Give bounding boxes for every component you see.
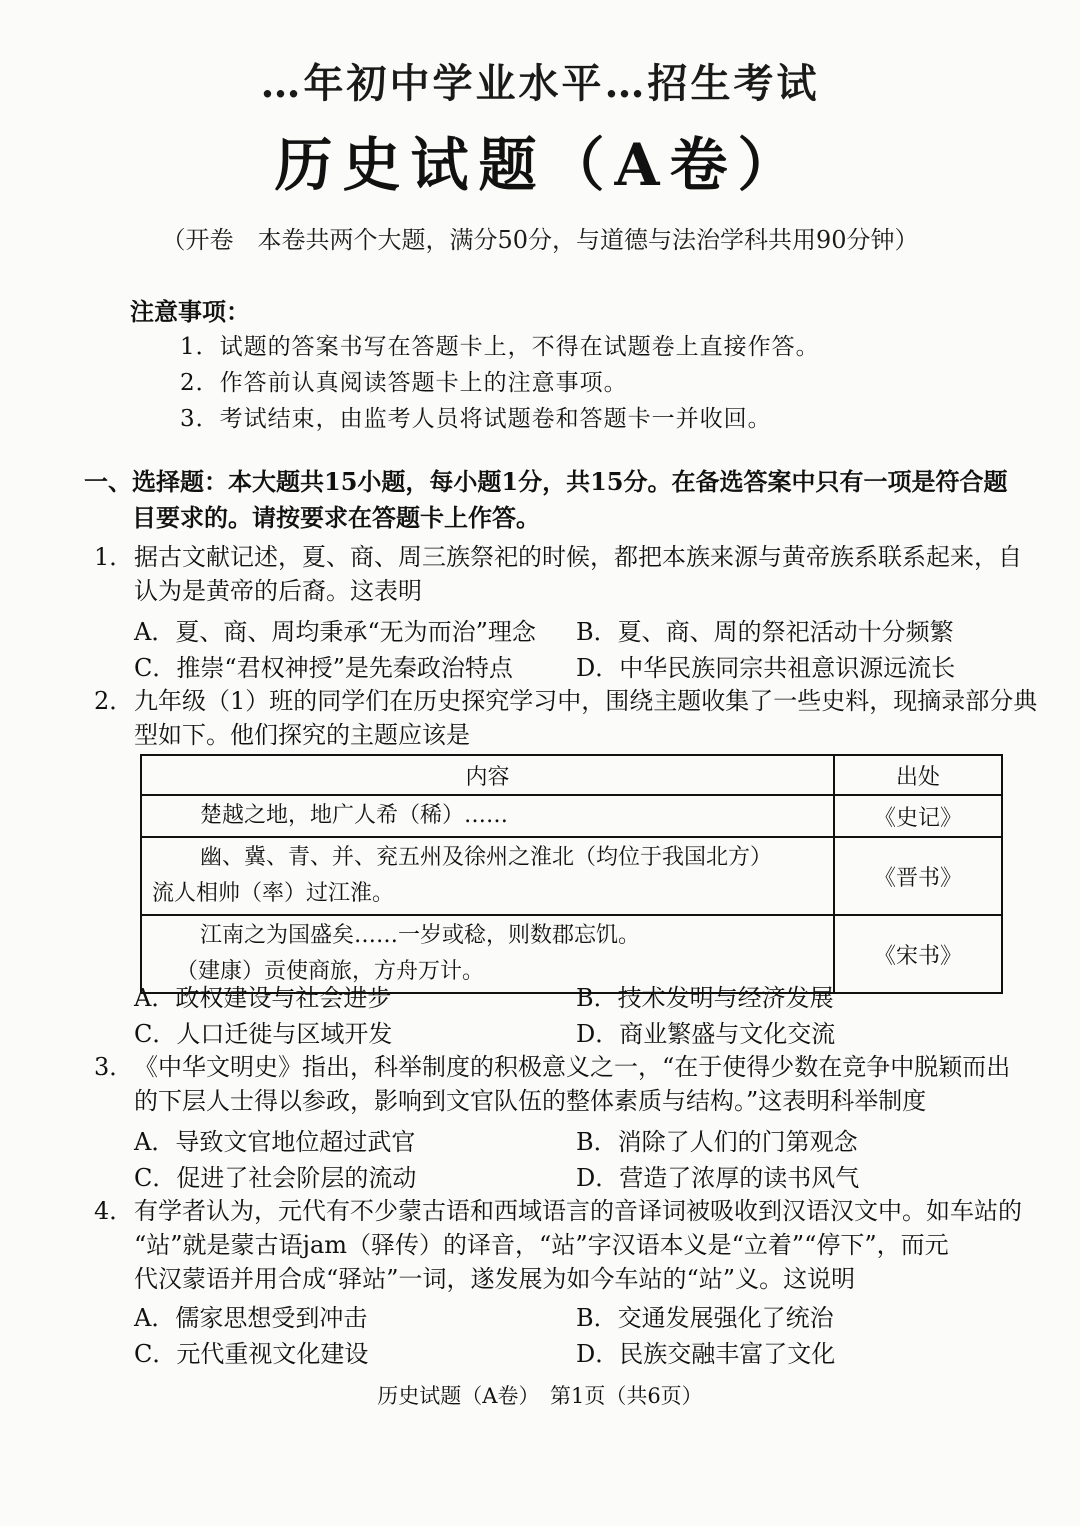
cell-text: 江南之为国盛矣……一岁或稔，则数郡忘饥。 bbox=[200, 923, 641, 948]
note-item: 2．作答前认真阅读答题卡上的注意事项。 bbox=[180, 370, 628, 396]
note-item: 1．试题的答案书写在答题卡上，不得在试题卷上直接作答。 bbox=[180, 334, 820, 360]
note-item: 3．考试结束，由监考人员将试题卷和答题卡一并收回。 bbox=[180, 406, 772, 432]
question-number: 1． bbox=[94, 543, 134, 571]
table-cell-content bbox=[141, 795, 834, 837]
question-text: “站”就是蒙古语jam（驿传）的译音，“站”字汉语本义是“立着”“停下”，而元 bbox=[134, 1231, 949, 1259]
question-number: 2． bbox=[94, 687, 134, 715]
page-footer: 历史试题（A卷） 第1页（共6页） bbox=[377, 1384, 703, 1408]
table-cell-source: 《史记》 bbox=[834, 795, 1002, 837]
option-b: B．夏、商、周的祭祀活动十分频繁 bbox=[576, 618, 954, 646]
option-d: D．商业繁盛与文化交流 bbox=[576, 1020, 836, 1048]
exam-header-title: …年初中学业水平…招生考试 bbox=[260, 60, 820, 107]
question-text: 代汉蒙语并用合成“驿站”一词，遂发展为如今车站的“站”义。这说明 bbox=[134, 1265, 856, 1293]
option-d: D．民族交融丰富了文化 bbox=[576, 1340, 836, 1368]
option-d: D．中华民族同宗共祖意识源远流长 bbox=[576, 654, 956, 682]
option-b: B．消除了人们的门第观念 bbox=[576, 1128, 858, 1156]
option-d: D．营造了浓厚的读书风气 bbox=[576, 1164, 860, 1192]
question-1-stem bbox=[94, 540, 1080, 608]
exam-subtitle: （开卷 本卷共两个大题，满分50分，与道德与法治学科共用90分钟） bbox=[161, 226, 919, 254]
cell-text: 幽、冀、青、并、兖五州及徐州之淮北（均位于我国北方） bbox=[200, 845, 773, 870]
cell-text: 楚越之地，地广人希（稀）…… bbox=[200, 803, 509, 828]
option-a: A．导致文官地位超过武官 bbox=[134, 1128, 416, 1156]
cell-text: （建康）贡使商旅，方舟万计。 bbox=[176, 959, 485, 984]
question-2-stem bbox=[94, 684, 1080, 752]
question-number: 3． bbox=[94, 1053, 134, 1081]
option-c: C．人口迁徙与区域开发 bbox=[134, 1020, 393, 1048]
option-b: B．交通发展强化了统治 bbox=[576, 1304, 834, 1332]
cell-text: 流人相帅（率）过江淮。 bbox=[152, 881, 395, 906]
section-heading bbox=[84, 464, 1056, 536]
option-a: A．儒家思想受到冲击 bbox=[134, 1304, 368, 1332]
option-a: A．夏、商、周均秉承“无为而治”理念 bbox=[134, 618, 536, 646]
question-text: 据古文献记述，夏、商、周三族祭祀的时候，都把本族来源与黄帝族系联系起来，自 bbox=[134, 543, 1022, 571]
option-c: C．促进了社会阶层的流动 bbox=[134, 1164, 417, 1192]
notes-heading: 注意事项： bbox=[130, 297, 250, 326]
question-text: 型如下。他们探究的主题应该是 bbox=[134, 721, 470, 749]
option-b: B．技术发明与经济发展 bbox=[576, 984, 834, 1012]
question-text: 有学者认为，元代有不少蒙古语和西域语言的音译词被吸收到汉语汉文中。如车站的 bbox=[134, 1197, 1022, 1225]
question-text: 九年级（1）班的同学们在历史探究学习中，围绕主题收集了一些史料，现摘录部分典 bbox=[134, 687, 1038, 715]
question-text: 认为是黄帝的后裔。这表明 bbox=[134, 577, 422, 605]
table-cell-content bbox=[141, 837, 834, 915]
question-3-stem bbox=[94, 1050, 1080, 1118]
option-c: C．元代重视文化建设 bbox=[134, 1340, 369, 1368]
page-title: 历史试题（A卷） bbox=[274, 131, 806, 199]
section-heading-line1: 一、选择题：本大题共15小题，每小题1分，共15分。在备选答案中只有一项是符合题 bbox=[84, 467, 1008, 496]
option-c: C．推崇“君权神授”是先秦政治特点 bbox=[134, 654, 513, 682]
column-header: 内容 bbox=[141, 755, 834, 795]
column-header: 出处 bbox=[834, 755, 1002, 795]
section-heading-line2: 目要求的。请按要求在答题卡上作答。 bbox=[132, 503, 540, 532]
table-header-row bbox=[141, 755, 1002, 795]
table-cell-source: 《宋书》 bbox=[834, 915, 1002, 993]
source-table bbox=[140, 754, 1003, 994]
table-cell-source: 《晋书》 bbox=[834, 837, 1002, 915]
table-row bbox=[141, 795, 1002, 837]
question-text: 的下层人士得以参政，影响到文官队伍的整体素质与结构。”这表明科举制度 bbox=[134, 1087, 927, 1115]
option-a: A．政权建设与社会进步 bbox=[134, 984, 392, 1012]
question-number: 4． bbox=[94, 1197, 134, 1225]
question-4-stem bbox=[94, 1194, 1080, 1296]
question-text: 《中华文明史》指出，科举制度的积极意义之一，“在于使得少数在竞争中脱颖而出 bbox=[134, 1053, 1011, 1081]
table-row bbox=[141, 837, 1002, 915]
